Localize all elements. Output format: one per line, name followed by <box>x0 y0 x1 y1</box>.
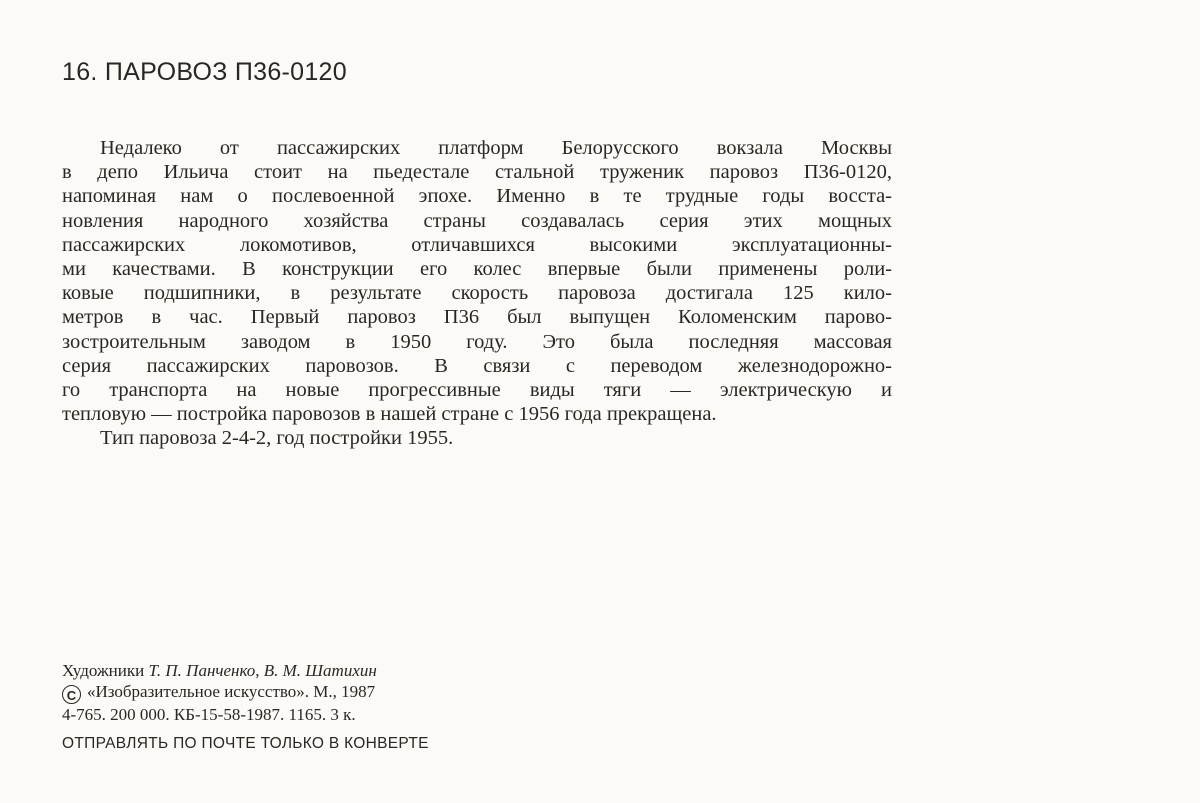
card-title: 16. ПАРОВОЗ П36-0120 <box>62 58 347 86</box>
print-info: 4-765. 200 000. КБ-15-58-1987. 1165. 3 к. <box>62 705 356 724</box>
publisher-text: «Изобразительное искусство». М., 1987 <box>87 682 376 701</box>
text-line: Недалеко от пассажирских платформ Белорусского вокзала Москвы <box>100 137 892 159</box>
artists-names: Т. П. Панченко, В. М. Шатихин <box>148 661 377 680</box>
text-line: ковые подшипники, в результате скорость паровоза достигала 125 кило- <box>62 282 892 305</box>
locomotive-type-line: Тип паровоза 2-4-2, год постройки 1955. <box>100 427 454 450</box>
mailing-note: ОТПРАВЛЯТЬ ПО ПОЧТЕ ТОЛЬКО В КОНВЕРТЕ <box>62 735 429 752</box>
copyright-icon: C <box>62 685 81 704</box>
credits-block <box>62 660 377 725</box>
text-line: в депо Ильича стоит на пьедестале стальной труженик паровоз П36-0120, <box>62 161 892 184</box>
artists-credit <box>62 660 377 681</box>
text-line: новления народного хозяйства страны создавалась серия этих мощных <box>62 209 892 232</box>
publisher-credit <box>62 681 377 704</box>
text-line: го транспорта на новые прогрессивные виды тяги — электрическую и <box>62 379 892 402</box>
text-line: ми качествами. В конструкции его колес впервые были применены роли- <box>62 258 892 281</box>
artists-label: Художники <box>62 661 145 680</box>
description-text <box>62 136 892 451</box>
text-line: зостроительным заводом в 1950 году. Это была последняя массовая <box>62 330 892 353</box>
text-line: тепловую — постройка паровозов в нашей стране с 1956 года прекращена. <box>62 403 717 426</box>
text-line: пассажирских локомотивов, отличавшихся высокими эксплуатационны- <box>62 233 892 256</box>
text-line: метров в час. Первый паровоз П36 был выпущен Коломенским парово- <box>62 306 892 329</box>
text-line: напоминая нам о послевоенной эпохе. Именно в те трудные годы восста- <box>62 185 892 208</box>
text-line: серия пассажирских паровозов. В связи с переводом железнодорожно- <box>62 354 892 377</box>
